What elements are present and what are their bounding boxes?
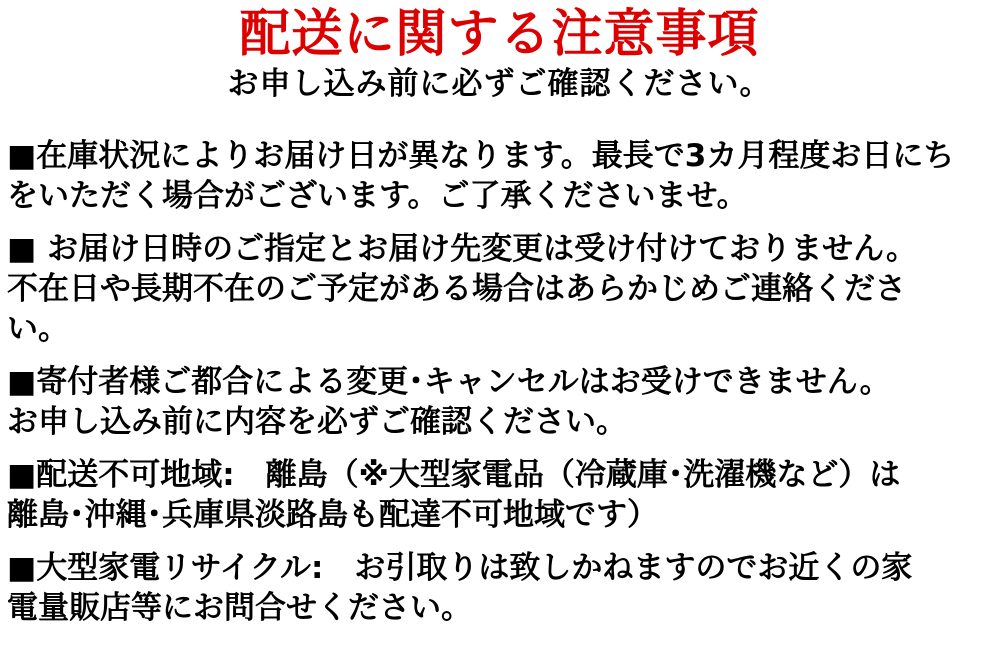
notice-line: 電量販店等にお問合せください。 bbox=[7, 590, 472, 626]
notice-line: ■大型家電リサイクル: お引取りは致しかねますのでお近くの家 bbox=[7, 550, 913, 586]
notice-line: ■ お届け日時のご指定とお届け先変更は受け付けておりません。 bbox=[7, 231, 917, 267]
notice-line: い。 bbox=[7, 311, 69, 347]
notice-list bbox=[0, 136, 999, 628]
page-subtitle: お申し込み前に必ずご確認ください。 bbox=[227, 66, 772, 102]
notice-header bbox=[0, 6, 999, 102]
notice-line: 不在日や長期不在のご予定がある場合はあらかじめご連絡くださ bbox=[7, 271, 906, 307]
notice-line: ■寄付者様ご都合による変更･キャンセルはお受けできません。 bbox=[7, 364, 891, 400]
page-title: 配送に関する注意事項 bbox=[239, 5, 760, 64]
notice-line: お申し込み前に内容を必ずご確認ください。 bbox=[7, 404, 627, 440]
notice-stock-availability bbox=[0, 136, 999, 216]
notice-line: 離島･沖縄･兵庫県淡路島も配達不可地域です） bbox=[7, 497, 658, 533]
notice-line: をいただく場合がございます。ご了承くださいませ。 bbox=[7, 178, 748, 214]
notice-delivery-date bbox=[0, 229, 999, 349]
page bbox=[0, 6, 999, 672]
notice-line: ■配送不可地域: 離島（※大型家電品（冷蔵庫･洗濯機など）は bbox=[7, 457, 901, 493]
notice-line: ■在庫状況によりお届け日が異なります。最長で3カ月程度お日にち bbox=[7, 138, 955, 174]
notice-appliance-recycling bbox=[0, 548, 999, 628]
notice-cancellation bbox=[0, 362, 999, 442]
notice-restricted-areas bbox=[0, 455, 999, 535]
delivery-notice bbox=[0, 6, 999, 628]
